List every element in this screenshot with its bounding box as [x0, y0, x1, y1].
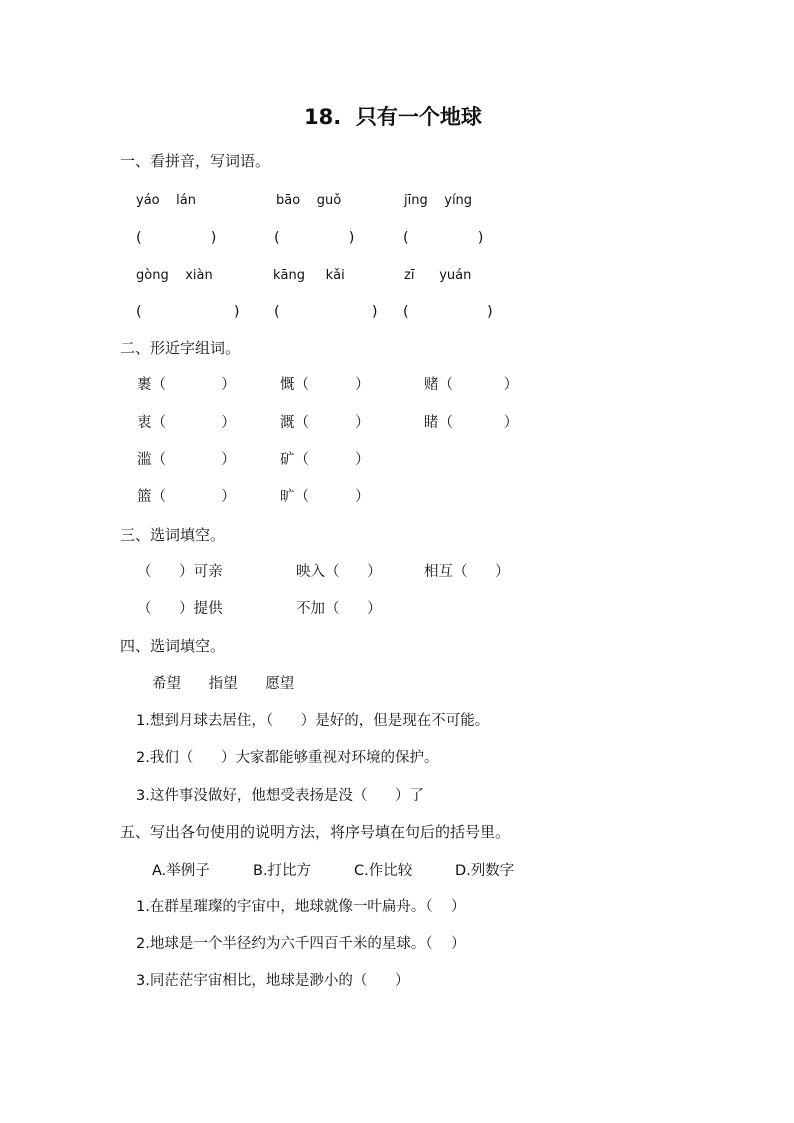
word-choices: 希望 指望 愿望: [152, 676, 295, 692]
question-item[interactable]: 3.同茫茫宇宙相比，地球是渺小的（ ）: [136, 973, 410, 989]
answer-blank[interactable]: ( ): [136, 230, 217, 246]
char-word-blank[interactable]: 篮（ ）: [137, 489, 236, 505]
char-word-blank[interactable]: 裹（ ）: [137, 377, 236, 393]
option-a: A.举例子: [152, 863, 210, 879]
fill-blank[interactable]: 不加（ ）: [296, 601, 382, 617]
char-word-blank[interactable]: 旷（ ）: [280, 489, 370, 505]
option-d: D.列数字: [455, 863, 515, 879]
section-5-heading: 五、写出各句使用的说明方法，将序号填在句后的括号里。: [120, 823, 511, 841]
char-word-blank[interactable]: 慨（ ）: [280, 377, 370, 393]
fill-blank[interactable]: （ ）可亲: [137, 564, 223, 580]
pinyin: yáo lán: [136, 193, 196, 208]
section-1-heading: 一、看拼音，写词语。: [120, 152, 271, 170]
question-item[interactable]: 2.地球是一个半径约为六千四百千米的星球。（ ）: [136, 936, 466, 952]
fill-blank[interactable]: 相互（ ）: [424, 564, 510, 580]
pinyin: gòng xiàn: [136, 268, 213, 283]
fill-blank[interactable]: （ ）提供: [137, 601, 223, 617]
answer-blank[interactable]: ( ): [274, 304, 378, 320]
char-word-blank[interactable]: 矿（ ）: [280, 452, 370, 468]
answer-blank[interactable]: ( ): [136, 304, 240, 320]
option-b: B.打比方: [253, 863, 312, 879]
question-item[interactable]: 3.这件事没做好，他想受表扬是没（ ）了: [136, 788, 424, 804]
section-3-heading: 三、选词填空。: [120, 526, 226, 544]
section-2-heading: 二、形近字组词。: [120, 339, 241, 357]
section-4-heading: 四、选词填空。: [120, 637, 226, 655]
answer-blank[interactable]: ( ): [274, 230, 355, 246]
pinyin: zī yuán: [404, 268, 472, 283]
pinyin: jīng yíng: [404, 193, 473, 208]
page-title: 18. 只有一个地球: [304, 105, 482, 129]
char-word-blank[interactable]: 溉（ ）: [280, 415, 370, 431]
pinyin: kāng kǎi: [273, 268, 345, 283]
answer-blank[interactable]: ( ): [403, 230, 484, 246]
char-word-blank[interactable]: 赌（ ）: [424, 377, 519, 393]
fill-blank[interactable]: 映入（ ）: [296, 564, 382, 580]
pinyin: bāo guǒ: [276, 193, 342, 208]
char-word-blank[interactable]: 睹（ ）: [424, 415, 519, 431]
option-c: C.作比较: [354, 863, 413, 879]
answer-blank[interactable]: ( ): [403, 304, 493, 320]
question-item[interactable]: 2.我们（ ）大家都能够重视对环境的保护。: [136, 750, 439, 766]
char-word-blank[interactable]: 滥（ ）: [137, 452, 236, 468]
question-item[interactable]: 1.想到月球去居住，（ ）是好的，但是现在不可能。: [136, 713, 490, 729]
question-item[interactable]: 1.在群星璀璨的宇宙中，地球就像一叶扁舟。（ ）: [136, 899, 466, 915]
char-word-blank[interactable]: 衷（ ）: [137, 415, 236, 431]
